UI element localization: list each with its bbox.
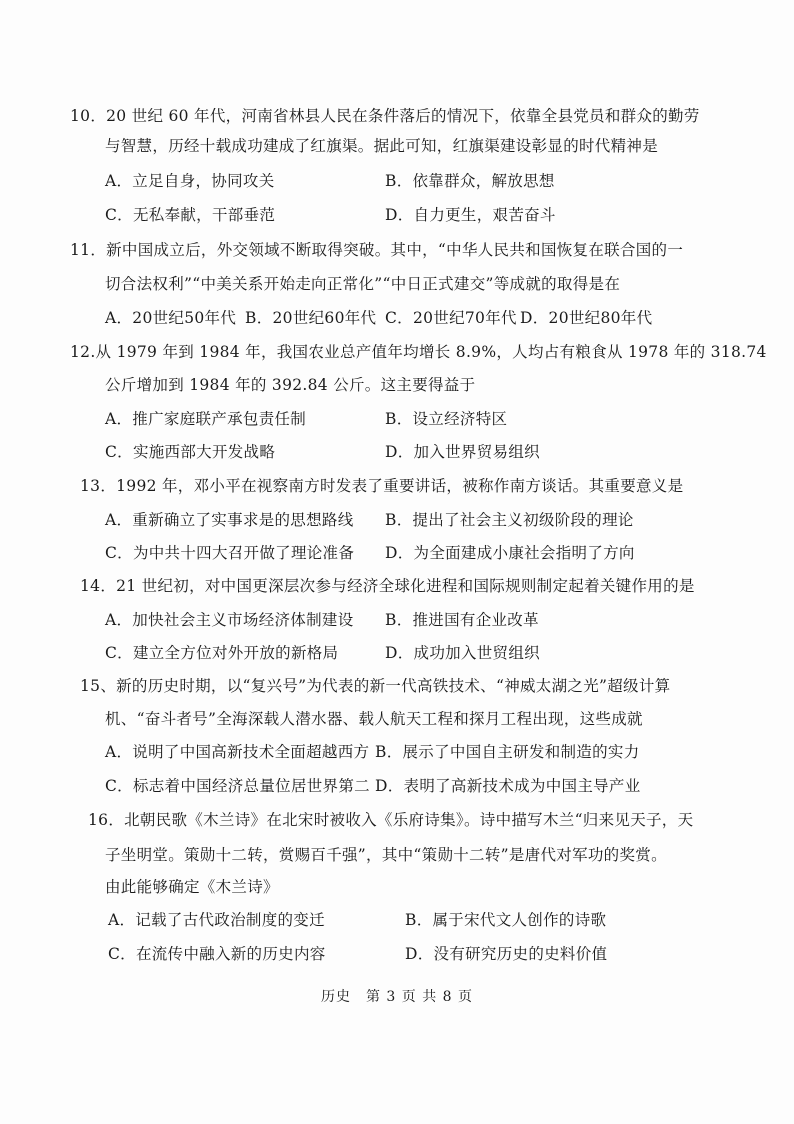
- question-10-line-2: 与智慧，历经十载成功建成了红旗渠。据此可知，红旗渠建设彰显的时代精神是: [105, 137, 659, 155]
- question-12-option-d[interactable]: D．加入世界贸易组织: [385, 443, 540, 461]
- question-10-option-c[interactable]: C．无私奉献，干部垂范: [105, 206, 276, 224]
- question-15-option-a[interactable]: A．说明了中国高新技术全面超越西方: [105, 743, 370, 761]
- question-12-option-b[interactable]: B．设立经济特区: [385, 410, 508, 428]
- question-12-option-c[interactable]: C．实施西部大开发战略: [105, 443, 276, 461]
- question-11-option-a[interactable]: A．20世纪50年代: [105, 309, 237, 327]
- question-14-option-b[interactable]: B．推进国有企业改革: [385, 611, 539, 629]
- question-16-option-b[interactable]: B．属于宋代文人创作的诗歌: [405, 911, 607, 929]
- question-16-option-c[interactable]: C．在流传中融入新的历史内容: [108, 945, 326, 963]
- question-11-option-d[interactable]: D．20世纪80年代: [520, 309, 653, 327]
- question-13-option-d[interactable]: D．为全面建成小康社会指明了方向: [385, 544, 635, 562]
- question-11-option-c[interactable]: C．20世纪70年代: [385, 309, 517, 327]
- question-13-option-b[interactable]: B．提出了社会主义初级阶段的理论: [385, 511, 634, 529]
- question-11-line-1: 11．新中国成立后，外交领域不断取得突破。其中，“中华人民共和国恢复在联合国的一: [70, 241, 684, 259]
- question-12-line-1: 12.从 1979 年到 1984 年，我国农业总产值年均增长 8.9%，人均占有粮食从 1978 年的 318.74: [70, 343, 767, 361]
- question-10-option-b[interactable]: B．依靠群众，解放思想: [385, 172, 555, 190]
- question-15-option-d[interactable]: D．表明了高新技术成为中国主导产业: [375, 777, 641, 795]
- question-12-line-2: 公斤增加到 1984 年的 392.84 公斤。这主要得益于: [105, 376, 476, 394]
- question-15-option-c[interactable]: C．标志着中国经济总量位居世界第二: [105, 777, 370, 795]
- question-15-line-2: 机、“奋斗者号”全海深载人潜水器、载人航天工程和探月工程出现，这些成就: [105, 710, 643, 728]
- question-12-option-a[interactable]: A．推广家庭联产承包责任制: [105, 410, 307, 428]
- question-16-line-1: 16．北朝民歌《木兰诗》在北宋时被收入《乐府诗集》。诗中描写木兰“归来见天子，天: [88, 811, 694, 829]
- question-15-line-1: 15、新的历史时期，以“复兴号”为代表的新一代高铁技术、“神威太湖之光”超级计算: [80, 677, 671, 695]
- question-13-line-1: 13．1992 年，邓小平在视察南方时发表了重要讲话，被称作南方谈话。其重要意义是: [80, 477, 684, 495]
- question-16-option-a[interactable]: A．记载了古代政治制度的变迁: [108, 911, 325, 929]
- question-10-option-a[interactable]: A．立足自身，协同攻关: [105, 172, 275, 190]
- question-16-option-d[interactable]: D．没有研究历史的史料价值: [405, 945, 608, 963]
- question-13-option-c[interactable]: C．为中共十四大召开做了理论准备: [105, 544, 355, 562]
- question-10-line-1: 10．20 世纪 60 年代，河南省林县人民在条件落后的情况下，依靠全县党员和群众的勤劳: [70, 107, 700, 125]
- question-14-line-1: 14．21 世纪初，对中国更深层次参与经济全球化进程和国际规则制定起着关键作用的是: [80, 577, 695, 595]
- question-16-line-2: 子坐明堂。策勋十二转，赏赐百千强”，其中“策勋十二转”是唐代对军功的奖赏。: [105, 846, 667, 864]
- question-14-option-d[interactable]: D．成功加入世贸组织: [385, 644, 540, 662]
- question-13-option-a[interactable]: A．重新确立了实事求是的思想路线: [105, 511, 354, 529]
- question-10-option-d[interactable]: D．自力更生，艰苦奋斗: [385, 206, 556, 224]
- question-14-option-c[interactable]: C．建立全方位对外开放的新格局: [105, 644, 339, 662]
- page-footer: 历史 第 3 页 共 8 页: [320, 989, 474, 1005]
- question-11-line-2: 切合法权利”“中美关系开始走向正常化”“中日正式建交”等成就的取得是在: [105, 275, 621, 293]
- question-11-option-b[interactable]: B．20世纪60年代: [245, 309, 377, 327]
- question-16-line-3: 由此能够确定《木兰诗》: [105, 878, 279, 896]
- question-15-option-b[interactable]: B．展示了中国自主研发和制造的实力: [375, 743, 640, 761]
- question-14-option-a[interactable]: A．加快社会主义市场经济体制建设: [105, 611, 354, 629]
